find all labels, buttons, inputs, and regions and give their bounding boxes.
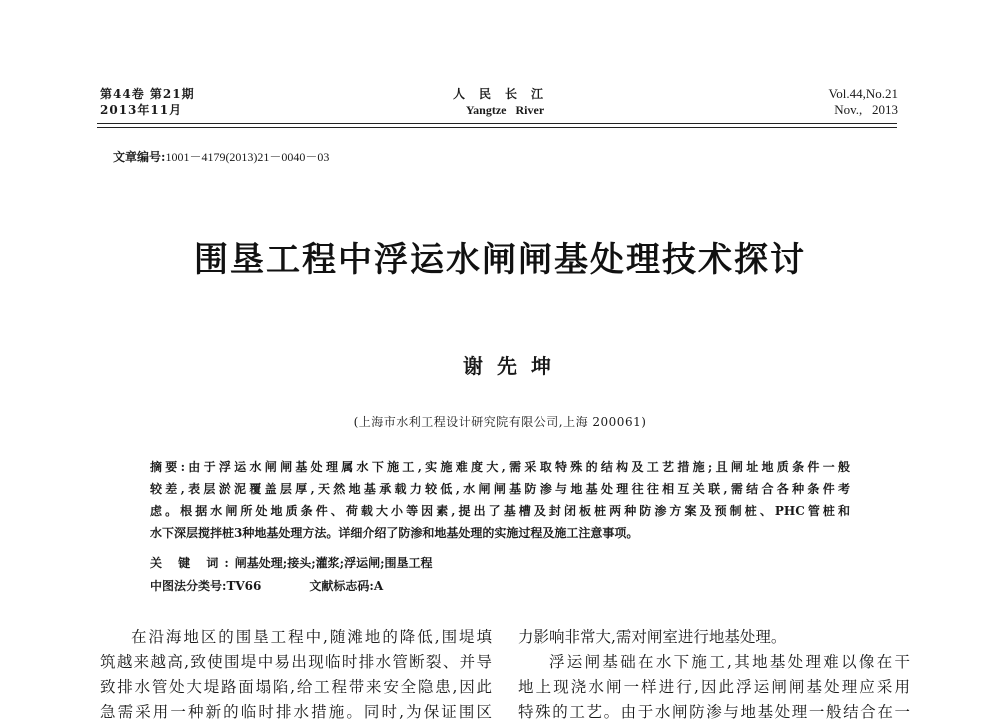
abstract (150, 456, 850, 544)
abstract-line: 较差,表层淤泥覆盖层厚,天然地基承载力较低,水闸闸基防渗与地基处理往往相互关联,需结合各种条件考 (150, 482, 850, 496)
journal-name-en: Yangtze River (465, 103, 545, 117)
body-line: 浮运闸基础在水下施工,其地基处理难以像在干 (549, 653, 910, 671)
body-line: 筑越来越高,致使围堤中易出现临时排水管断裂、并导 (100, 653, 492, 671)
abstract-line: 虑。根据水闸所处地质条件、荷载大小等因素,提出了基槽及封闭板桩两种防渗方案及预制桩、PHC管桩和 (150, 504, 850, 518)
journal-name (440, 86, 570, 118)
body-line: 力影响非常大,需对闸室进行地基处理。 (518, 628, 787, 646)
author-name: 谢先坤 (463, 354, 565, 378)
header-rule-bottom (97, 127, 897, 128)
clc-label: 中图法分类号: (150, 579, 227, 593)
issue-number: 第44卷 第21期 (100, 87, 195, 101)
body-column-right (518, 625, 910, 725)
journal-issue-info (100, 86, 195, 118)
body-column-left (100, 625, 492, 725)
body-line: 急需采用一种新的临时排水措施。同时,为保证围区 (100, 703, 492, 721)
body-line: 地上现浇水闸一样进行,因此浮运闸闸基处理应采用 (518, 678, 910, 696)
article-number-value: 1001－4179(2013)21－0040－03 (165, 150, 330, 164)
keywords-value: 闸基处理;接头;灌浆;浮运闸;围垦工程 (234, 556, 433, 570)
classification (150, 577, 383, 594)
body-line: 致排水管处大堤路面塌陷,给工程带来安全隐患,因此 (100, 678, 492, 696)
issue-date: 2013年11月 (100, 103, 183, 117)
abstract-line: 水下深层搅拌桩3种地基处理方法。详细介绍了防渗和地基处理的实施过程及施工注意事项。 (150, 526, 639, 540)
clc-value: TV66 (226, 579, 262, 593)
doc-code-value: A (373, 579, 384, 593)
volume-date: Nov., 2013 (834, 102, 898, 117)
journal-volume-info (829, 86, 898, 118)
article-number (113, 148, 329, 165)
article-number-label: 文章编号: (113, 150, 166, 164)
keywords-label: 关 键 词: (150, 556, 235, 570)
keywords (150, 554, 433, 571)
abstract-line: 摘要:由于浮运水闸闸基处理属水下施工,实施难度大,需采取特殊的结构及工艺措施;且闸址地质条件一般 (150, 460, 850, 474)
volume-number: Vol.44,No.21 (828, 86, 898, 101)
body-line: 特殊的工艺。由于水闸防渗与地基处理一般结合在一 (518, 703, 910, 721)
header-rule-top (97, 123, 897, 124)
doc-code-label: 文献标志码: (309, 579, 374, 593)
body-line: 在沿海地区的围垦工程中,随滩地的降低,围堤填 (131, 628, 492, 646)
author-affiliation: (上海市水利工程设计研究院有限公司,上海 200061) (353, 415, 647, 429)
journal-name-cn: 人民长江 (452, 87, 557, 101)
paper-title: 围垦工程中浮运水闸闸基处理技术探讨 (194, 240, 806, 280)
